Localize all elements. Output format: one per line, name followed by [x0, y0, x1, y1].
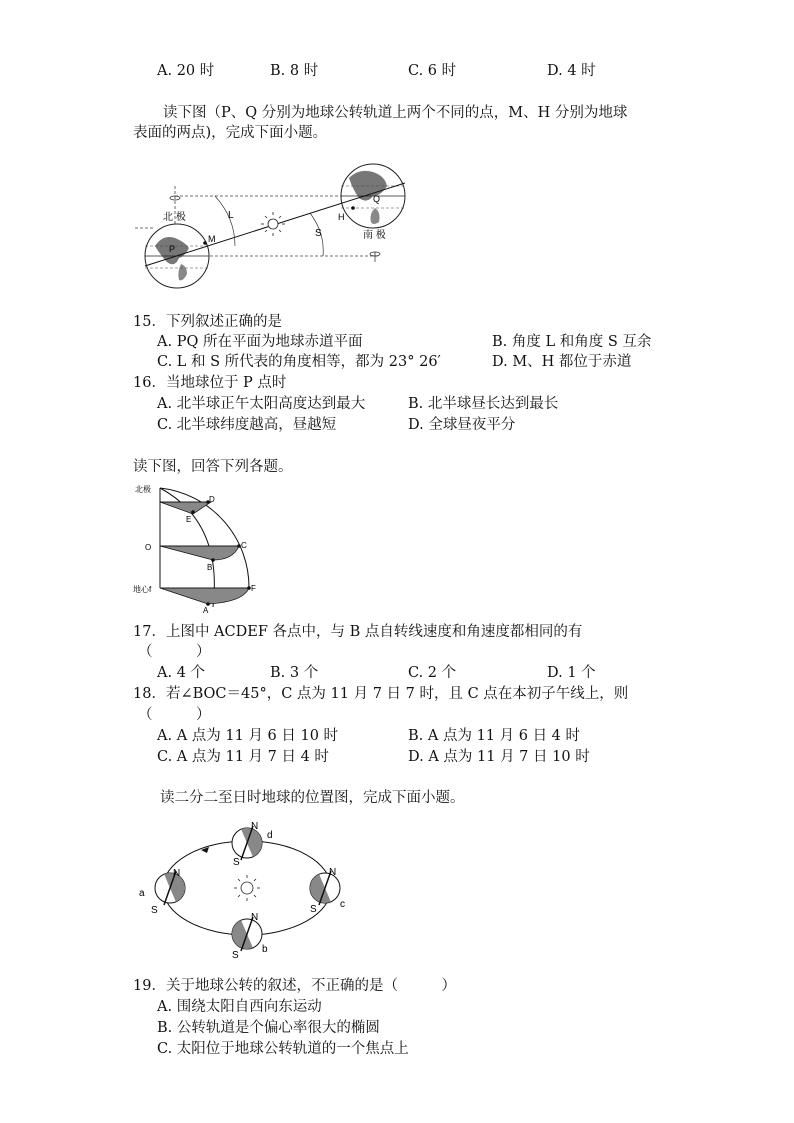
q18-option-d: D. A 点为 11 月 7 日 10 时: [408, 749, 590, 765]
q17-paren: （ ）: [138, 644, 211, 660]
fig3-N-a: N: [173, 868, 181, 879]
q15-option-b: B. 角度 L 和角度 S 互余: [492, 334, 652, 350]
q15-option-c: C. L 和 S 所代表的角度相等，都为 23° 26′: [157, 354, 441, 370]
fig1-south-pole-label: 南 极: [363, 230, 386, 241]
fig3-S-d: S: [233, 857, 240, 868]
q17-option-c: C. 2 个: [408, 665, 457, 681]
q18-stem: 18．若∠BOC＝45°，C 点为 11 月 7 日 7 时，且 C 点在本初子午线上，则: [133, 686, 629, 702]
intro1-line2: 表面的两点)，完成下面小题。: [133, 125, 328, 141]
q17-option-d: D. 1 个: [547, 665, 596, 681]
fig2-center-label: 地心f: [133, 585, 152, 594]
q17-stem: 17．上图中 ACDEF 各点中，与 B 点自转线速度和角速度都相同的有: [133, 624, 583, 640]
q17-option-a: A. 4 个: [157, 665, 206, 681]
fig1-label-S: S: [315, 228, 322, 239]
q19-option-b: B. 公转轨道是个偏心率很大的椭圆: [157, 1020, 380, 1036]
fig3-label-c: c: [340, 899, 345, 910]
q17-option-b: B. 3 个: [270, 665, 319, 681]
fig2-label-C: C: [241, 541, 247, 550]
q15-option-d: D. M、H 都位于赤道: [492, 354, 632, 370]
q14-option-c: C. 6 时: [408, 63, 457, 79]
q14-option-b: B. 8 时: [270, 63, 319, 79]
fig3-N-d: N: [251, 821, 259, 832]
fig3-label-b: b: [262, 944, 268, 955]
fig1-label-L: L: [228, 210, 234, 221]
fig1-label-H: H: [338, 212, 345, 222]
fig2-label-A: A: [203, 606, 209, 614]
orbit-pq-figure: [135, 158, 420, 293]
fig3-S-b: S: [232, 950, 239, 960]
q18-option-a: A. A 点为 11 月 6 日 10 时: [157, 728, 339, 744]
fig2-label-B: B: [207, 563, 213, 572]
fig3-S-c: S: [310, 904, 317, 915]
q18-option-b: B. A 点为 11 月 6 日 4 时: [408, 728, 581, 744]
fig3-N-b: N: [251, 912, 259, 923]
fig2-label-F: F: [251, 584, 256, 593]
q14-option-a: A. 20 时: [157, 63, 215, 79]
q15-stem: 15．下列叙述正确的是: [133, 314, 282, 330]
q18-option-c: C. A 点为 11 月 7 日 4 时: [157, 749, 329, 765]
fig2-north-pole-label: 北极: [135, 485, 151, 494]
intro1-line1: 读下图（P、Q 分别为地球公转轨道上两个不同的点，M、H 分别为地球: [163, 105, 628, 121]
sun-icon: [261, 212, 285, 236]
solstice-orbit-figure: [135, 820, 360, 960]
latitude-figure: [133, 482, 268, 614]
fig3-label-a: a: [139, 888, 145, 899]
q16-option-a: A. 北半球正午太阳高度达到最大: [157, 396, 366, 412]
q15-option-a: A. PQ 所在平面为地球赤道平面: [157, 334, 363, 350]
fig2-label-O: O: [145, 543, 152, 552]
q19-stem: 19．关于地球公转的叙述，不正确的是（ ）: [133, 978, 456, 994]
q16-option-d: D. 全球昼夜平分: [408, 417, 516, 433]
fig1-label-M: M: [208, 234, 216, 244]
fig1-north-pole-label: 北 极: [163, 212, 186, 223]
q18-paren: （ ）: [138, 707, 211, 723]
q19-option-c: C. 太阳位于地球公转轨道的一个焦点上: [157, 1041, 409, 1057]
fig2-label-D: D: [209, 495, 215, 504]
q16-stem: 16．当地球位于 P 点时: [133, 375, 287, 391]
q16-option-c: C. 北半球纬度越高，昼越短: [157, 417, 337, 433]
fig1-label-Q: Q: [373, 194, 381, 204]
intro2: 读下图，回答下列各题。: [133, 459, 293, 475]
fig2-label-E: E: [186, 515, 192, 524]
sun-icon: [234, 875, 260, 901]
earth-d: [232, 823, 267, 860]
fig3-S-a: S: [151, 905, 158, 916]
fig3-label-d: d: [267, 830, 273, 841]
q14-option-d: D. 4 时: [547, 63, 596, 79]
q19-option-a: A. 围绕太阳自西向东运动: [157, 999, 322, 1015]
q16-option-b: B. 北半球昼长达到最长: [408, 396, 559, 412]
fig1-label-P: P: [169, 244, 176, 254]
intro3: 读二分二至日时地球的位置图，完成下面小题。: [160, 790, 465, 806]
fig3-N-c: N: [329, 867, 337, 878]
